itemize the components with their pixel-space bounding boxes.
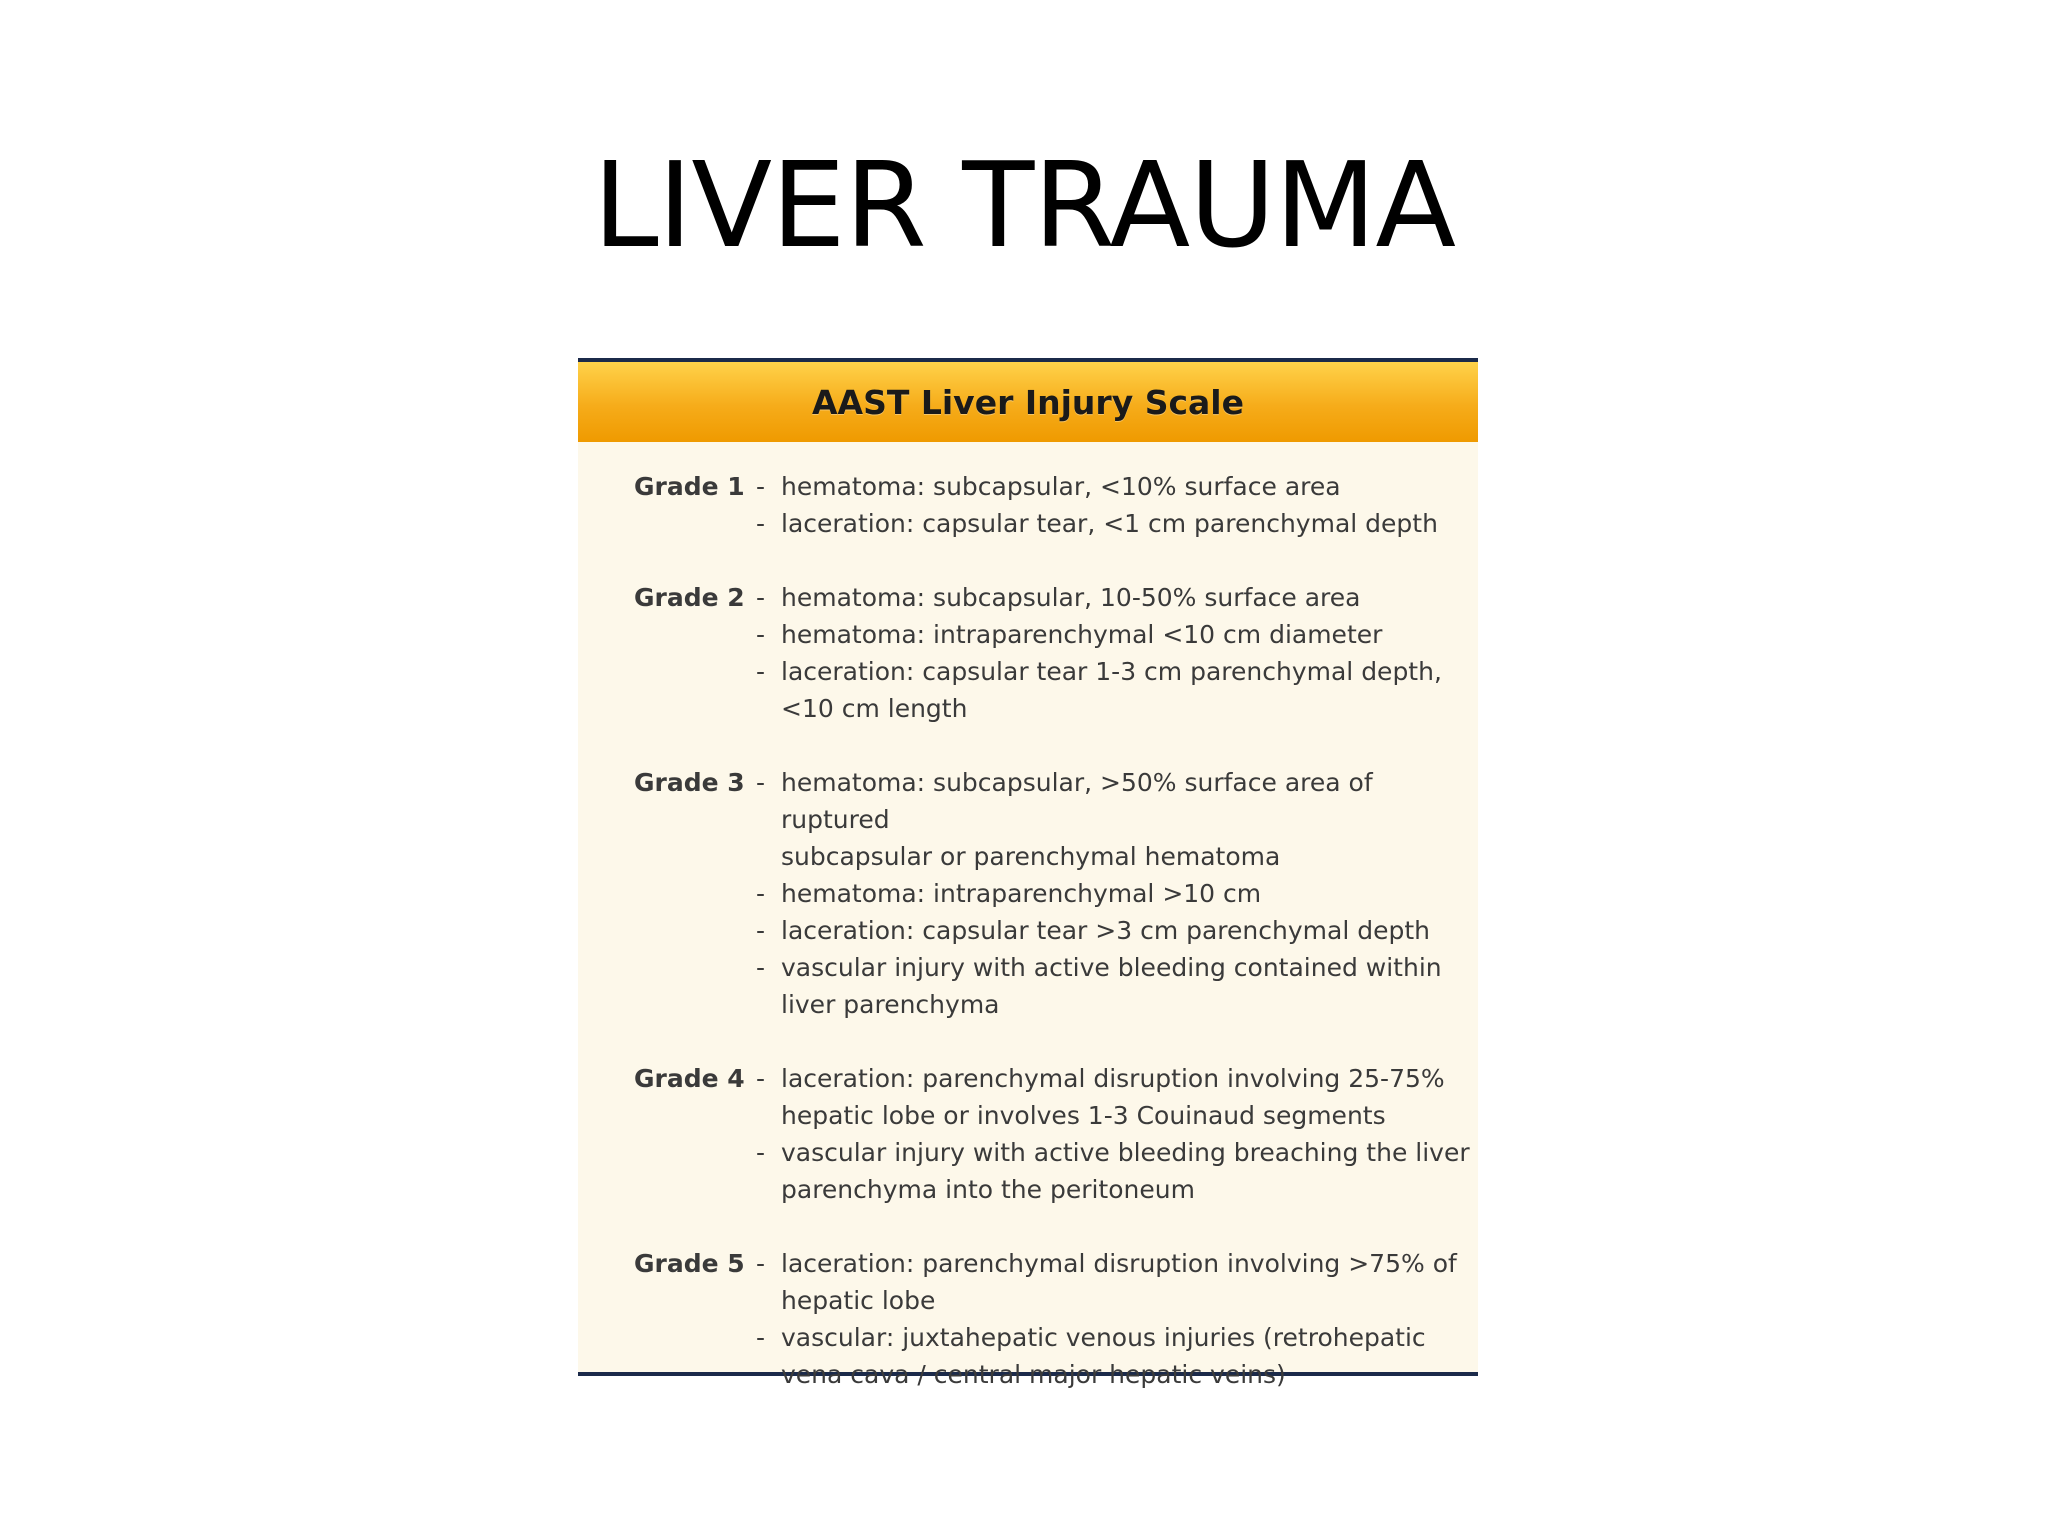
scale-header: [578, 362, 1478, 442]
grade-2-row: [634, 579, 1478, 727]
criterion: [756, 1319, 1471, 1393]
grade-list: [578, 442, 1478, 1393]
criterion: [756, 505, 1471, 542]
criterion-text: laceration: parenchymal disruption involving 25-75% hepatic lobe or involves 1-3 Couinaud segments: [781, 1064, 1445, 1130]
grade-2-label: Grade 2: [634, 583, 745, 612]
criterion: [756, 764, 1471, 875]
grade-3-label: Grade 3: [634, 768, 745, 797]
grade-4-label: Grade 4: [634, 1064, 745, 1093]
grade-1-label: Grade 1: [634, 472, 745, 501]
dash: -: [756, 916, 766, 945]
criterion: [756, 949, 1471, 1023]
criterion: [756, 579, 1471, 616]
dash: -: [756, 1249, 766, 1278]
dash: -: [756, 1323, 766, 1352]
criterion-text: hematoma: subcapsular, >50% surface area of ruptured subcapsular or parenchymal hematoma: [781, 768, 1373, 871]
dash: -: [756, 620, 766, 649]
dash: -: [756, 509, 766, 538]
dash: -: [756, 1138, 766, 1167]
criterion: [756, 1245, 1471, 1319]
criterion-text: hematoma: intraparenchymal >10 cm: [781, 879, 1262, 908]
criterion-text: laceration: capsular tear 1-3 cm parenchymal depth, <10 cm length: [781, 657, 1442, 723]
grade-5-label: Grade 5: [634, 1249, 745, 1278]
criterion-text: laceration: capsular tear >3 cm parenchymal depth: [781, 916, 1430, 945]
dash: -: [756, 768, 766, 797]
dash: -: [756, 879, 766, 908]
grade-1-row: [634, 468, 1478, 542]
criterion: [756, 912, 1471, 949]
criterion-text: hematoma: subcapsular, 10-50% surface area: [781, 583, 1361, 612]
criterion-text: vascular injury with active bleeding breaching the liver parenchyma into the peritoneum: [781, 1138, 1470, 1204]
grade-3-row: [634, 764, 1478, 1023]
grade-4-row: [634, 1060, 1478, 1208]
grade-4-criteria: [756, 1060, 1471, 1208]
dash: -: [756, 472, 766, 501]
grade-3-criteria: [756, 764, 1471, 1023]
dash: -: [756, 953, 766, 982]
criterion: [756, 875, 1471, 912]
slide-title: LIVER TRAUMA: [592, 136, 1456, 274]
dash: -: [756, 657, 766, 686]
criterion-text: vascular: juxtahepatic venous injuries (retrohepatic vena cava / central major hepatic veins): [781, 1323, 1426, 1389]
criterion-text: hematoma: intraparenchymal <10 cm diameter: [781, 620, 1383, 649]
criterion: [756, 1060, 1471, 1134]
criterion-text: laceration: capsular tear, <1 cm parenchymal depth: [781, 509, 1438, 538]
scale-header-title: AAST Liver Injury Scale: [812, 382, 1244, 422]
criterion: [756, 616, 1471, 653]
criterion-text: hematoma: subcapsular, <10% surface area: [781, 472, 1341, 501]
dash: -: [756, 583, 766, 612]
aast-liver-injury-scale-card: [578, 358, 1478, 1389]
dash: -: [756, 1064, 766, 1093]
criterion: [756, 468, 1471, 505]
criterion: [756, 1134, 1471, 1208]
criterion: [756, 653, 1471, 727]
grade-1-criteria: [756, 468, 1471, 542]
grade-5-row: [634, 1245, 1478, 1393]
grade-5-criteria: [756, 1245, 1471, 1393]
grade-2-criteria: [756, 579, 1471, 727]
criterion-text: laceration: parenchymal disruption involving >75% of hepatic lobe: [781, 1249, 1457, 1315]
criterion-text: vascular injury with active bleeding contained within liver parenchyma: [781, 953, 1442, 1019]
